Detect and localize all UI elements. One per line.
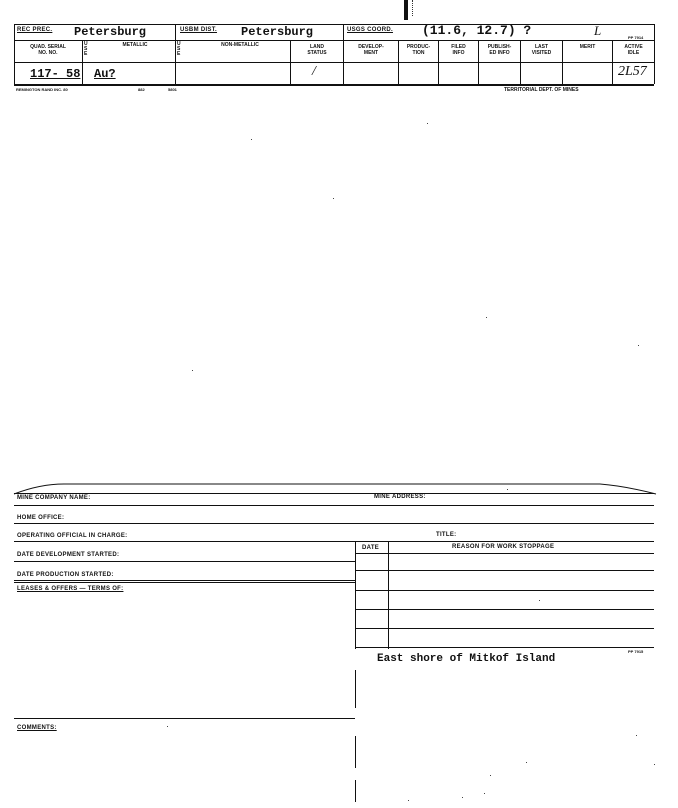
binder-mark-thin <box>412 0 414 16</box>
header-non-metallic: NON-METALLIC <box>221 42 259 48</box>
card-edge <box>0 478 678 498</box>
reason-column-header: REASON FOR WORK STOPPAGE <box>452 544 555 550</box>
header-metallic: METALLIC <box>122 42 148 48</box>
metallic-value: Au? <box>94 67 116 81</box>
usgs-coord-value: (11.6, 12.7) ? <box>422 23 532 38</box>
printer-line: REMINGTON RAND INC. 80 <box>16 87 68 92</box>
header-last-visited: LAST VISITED <box>531 44 552 56</box>
printer-code-2: 5801 <box>168 87 177 92</box>
form-number-bottom: PP 7915 <box>628 649 644 654</box>
header-use-metallic: U S E <box>84 41 88 57</box>
active-idle-value: 2L57 <box>618 64 647 79</box>
header-merit: MERIT <box>579 44 596 50</box>
title-label: TITLE: <box>436 532 457 538</box>
header-quad-serial: QUAD. SERIAL NO. NO. <box>30 44 66 56</box>
leases-offers-label: LEASES & OFFERS — TERMS OF: <box>17 586 124 592</box>
department-line: TERRITORIAL DEPT. OF MINES <box>504 87 579 93</box>
header-land-status: LAND STATUS <box>307 44 327 56</box>
form-number-top: PP 7914 <box>628 35 644 40</box>
home-office-label: HOME OFFICE: <box>17 515 65 521</box>
usbm-dist-label: USBM DIST. <box>180 27 218 33</box>
location-note: East shore of Mitkof Island <box>377 653 556 665</box>
quad-serial-value: 117- 58 <box>30 67 81 81</box>
header-published-info: PUBLISH- ED INFO <box>487 44 512 56</box>
mine-address-label: MINE ADDRESS: <box>374 494 426 500</box>
header-active-idle: ACTIVE IDLE <box>624 44 643 56</box>
comments-label: COMMENTS: <box>17 725 57 731</box>
land-status-value: / <box>312 64 316 79</box>
header-production: PRODUC- TION <box>406 44 431 56</box>
binder-mark <box>404 0 408 20</box>
operating-official-label: OPERATING OFFICIAL IN CHARGE: <box>17 533 128 539</box>
date-column-header: DATE <box>362 545 380 551</box>
corner-mark: L <box>594 23 602 38</box>
usgs-coord-label: USGS COORD. <box>347 27 393 33</box>
header-filed-info: FILED INFO <box>451 44 466 56</box>
date-development-started-label: DATE DEVELOPMENT STARTED: <box>17 552 120 558</box>
printer-code-1: 882 <box>138 87 145 92</box>
rec-prec-label: REC PREC. <box>17 27 53 33</box>
usbm-dist-value: Petersburg <box>241 25 314 39</box>
date-production-started-label: DATE PRODUCTION STARTED: <box>17 572 114 578</box>
header-use-nonmetallic: U S E <box>177 41 181 57</box>
rec-prec-value: Petersburg <box>74 25 147 39</box>
header-development: DEVELOP- MENT <box>358 44 384 56</box>
mine-company-name-label: MINE COMPANY NAME: <box>17 495 91 501</box>
